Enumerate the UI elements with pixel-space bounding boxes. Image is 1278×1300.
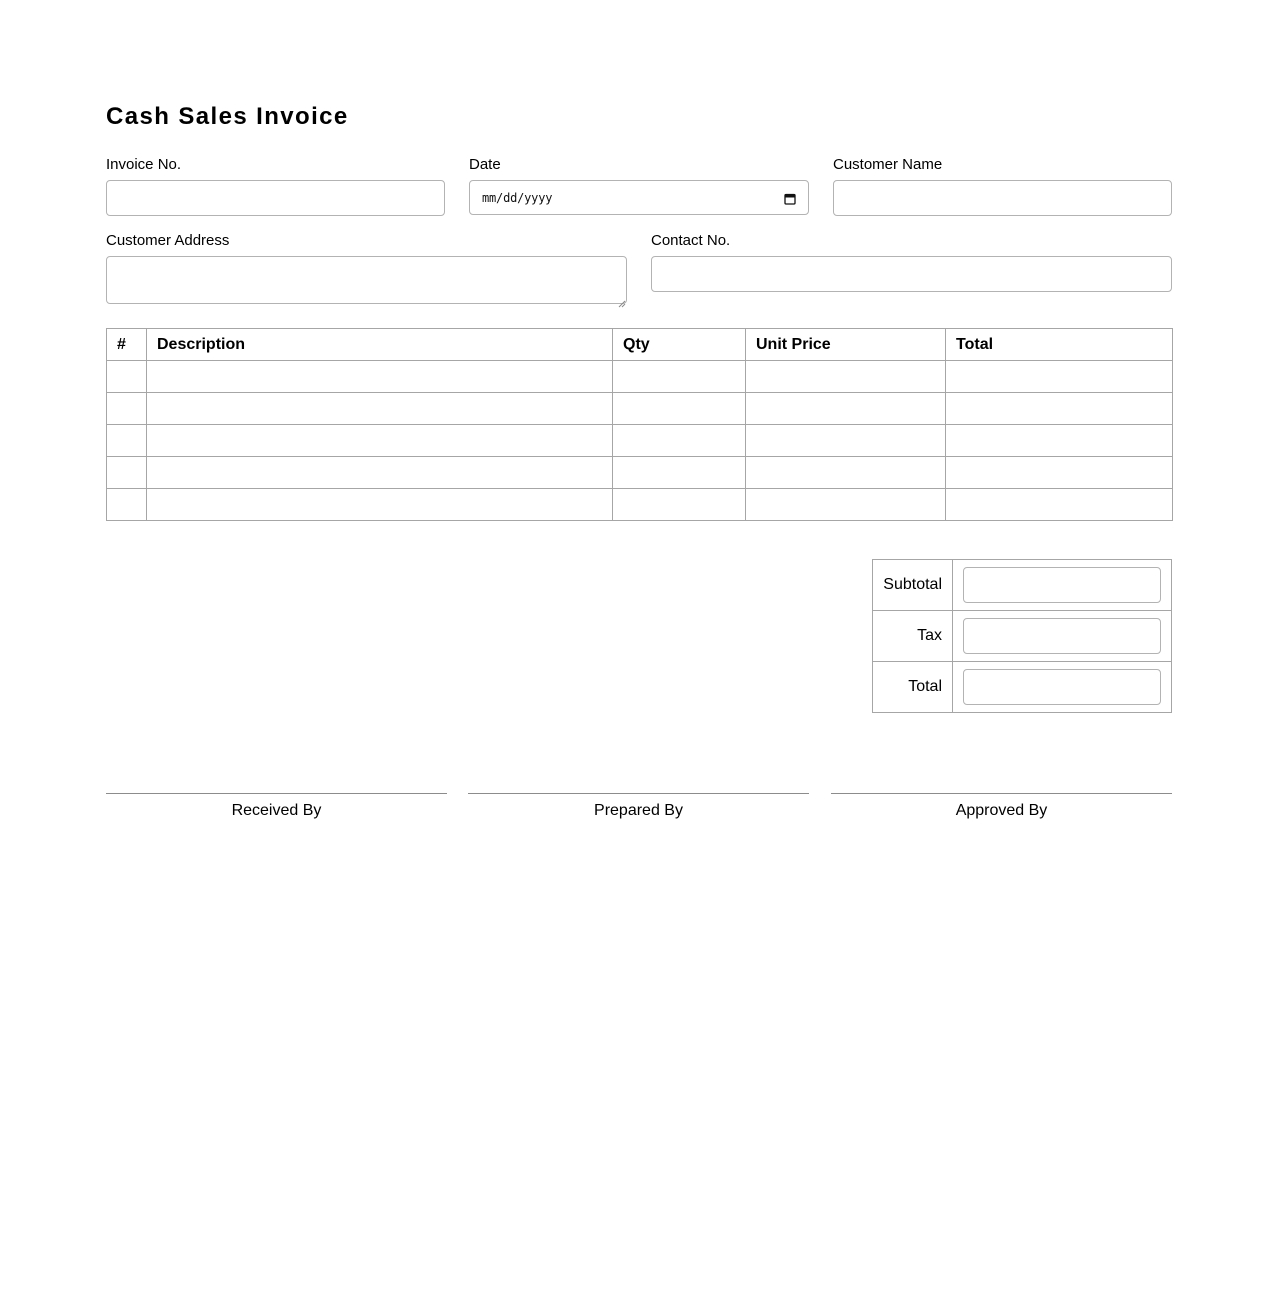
subtotal-cell (953, 560, 1172, 611)
table-cell[interactable] (946, 457, 1173, 489)
table-cell[interactable] (107, 393, 147, 425)
page-title: Cash Sales Invoice (106, 103, 349, 130)
table-cell[interactable] (147, 489, 613, 521)
table-cell[interactable] (107, 425, 147, 457)
contact-no-label: Contact No. (651, 232, 731, 249)
table-cell[interactable] (746, 489, 946, 521)
resize-grip-icon[interactable] (618, 295, 626, 303)
contact-no-input[interactable] (651, 256, 1172, 292)
table-row (107, 361, 1173, 393)
column-header-description: Description (147, 329, 613, 361)
table-cell[interactable] (946, 361, 1173, 393)
customer-address-wrapper (106, 256, 627, 304)
table-cell[interactable] (613, 457, 746, 489)
table-cell[interactable] (147, 457, 613, 489)
date-label: Date (469, 156, 501, 173)
table-cell[interactable] (107, 361, 147, 393)
table-cell[interactable] (613, 425, 746, 457)
table-header-row (107, 329, 1173, 361)
subtotal-input[interactable] (963, 567, 1161, 603)
customer-address-label: Customer Address (106, 232, 230, 249)
table-cell[interactable] (613, 489, 746, 521)
calendar-icon[interactable] (784, 192, 796, 204)
table-cell[interactable] (746, 425, 946, 457)
table-cell[interactable] (946, 425, 1173, 457)
table-cell[interactable] (107, 457, 147, 489)
column-header-total: Total (946, 329, 1173, 361)
table-row (107, 393, 1173, 425)
total-input[interactable] (963, 669, 1161, 705)
invoice-no-label: Invoice No. (106, 156, 182, 173)
total-cell (953, 662, 1172, 713)
items-table (106, 328, 1173, 521)
subtotal-row (873, 560, 1172, 611)
totals-table (872, 559, 1172, 713)
column-header-unit-price: Unit Price (746, 329, 946, 361)
table-cell[interactable] (107, 489, 147, 521)
tax-input[interactable] (963, 618, 1161, 654)
customer-name-label: Customer Name (833, 156, 943, 173)
table-cell[interactable] (613, 361, 746, 393)
column-header-number: # (107, 329, 147, 361)
table-cell[interactable] (147, 425, 613, 457)
received-by-signature: Received By (106, 793, 447, 820)
date-input[interactable] (469, 180, 809, 215)
customer-name-input[interactable] (833, 180, 1172, 216)
date-placeholder: mm/dd/yyyy (482, 190, 553, 205)
column-header-qty: Qty (613, 329, 746, 361)
total-row (873, 662, 1172, 713)
table-cell[interactable] (946, 393, 1173, 425)
table-row (107, 489, 1173, 521)
table-cell[interactable] (613, 393, 746, 425)
tax-label: Tax (873, 611, 953, 662)
prepared-by-signature: Prepared By (468, 793, 809, 820)
customer-address-textarea[interactable] (106, 256, 627, 304)
table-cell[interactable] (746, 393, 946, 425)
table-cell[interactable] (946, 489, 1173, 521)
subtotal-label: Subtotal (873, 560, 953, 611)
tax-row (873, 611, 1172, 662)
tax-cell (953, 611, 1172, 662)
table-cell[interactable] (147, 393, 613, 425)
table-row (107, 425, 1173, 457)
invoice-no-input[interactable] (106, 180, 445, 216)
table-cell[interactable] (147, 361, 613, 393)
table-cell[interactable] (746, 361, 946, 393)
approved-by-signature: Approved By (831, 793, 1172, 820)
table-cell[interactable] (746, 457, 946, 489)
total-label: Total (873, 662, 953, 713)
table-row (107, 457, 1173, 489)
